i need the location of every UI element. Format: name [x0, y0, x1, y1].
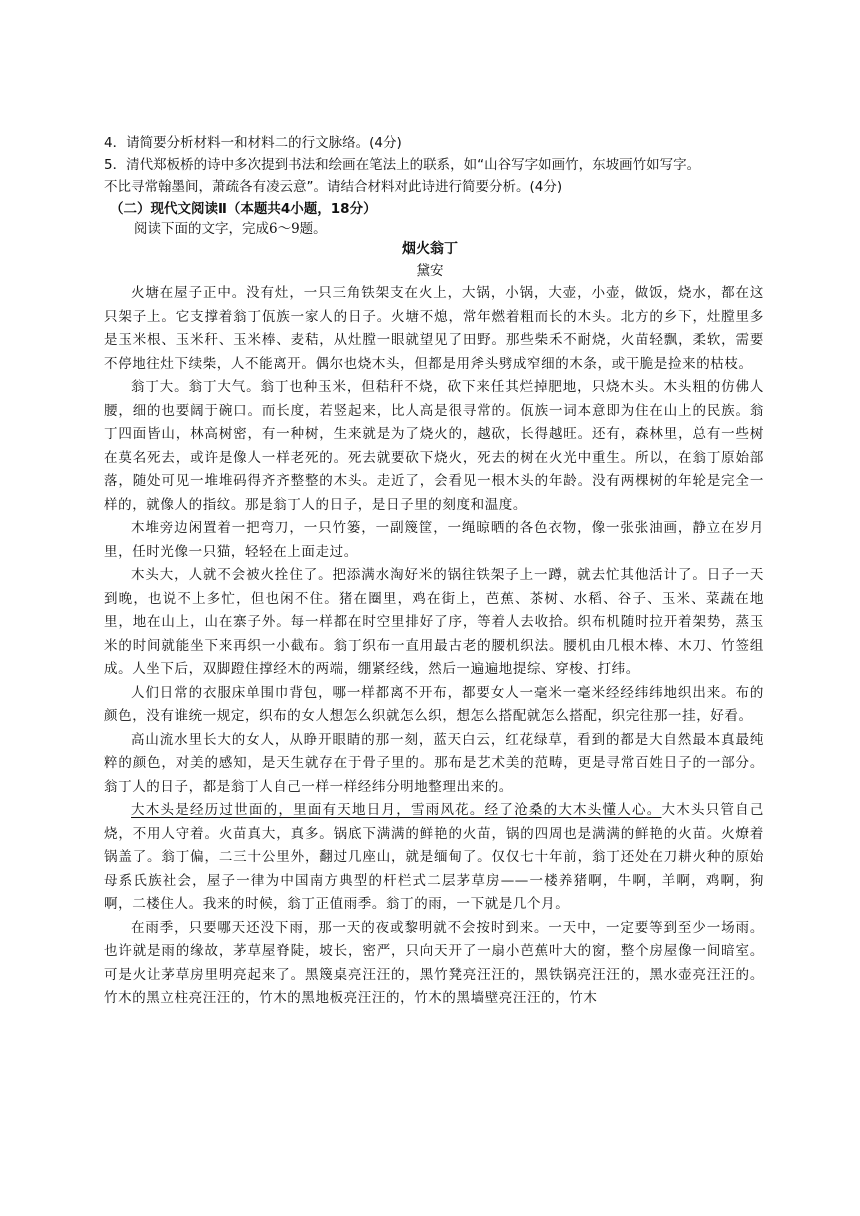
question-4: 4．请简要分析材料一和材料二的行文脉络。(4分)	[104, 135, 402, 151]
paragraph-6: 高山流水里长大的女人，从睁开眼睛的那一刻，蓝天白云，红花绿草，看到的都是大自然最本真最纯粹的颜色，对美的感知，是天生就存在于骨子里的。那布是艺术美的范畴，更是寻常百姓日子的一部分。翁丁人的日子，都是翁丁人自己一样一样经纬分明地整理出来的。	[104, 731, 764, 795]
article-author: 黛安	[416, 263, 444, 279]
underlined-sentence: 大木头是经历过世面的，里面有天地日月，雪雨风花。经了沧桑的大木头懂人心。	[131, 802, 662, 818]
article-title: 烟火翁丁	[402, 241, 458, 257]
paragraph-2: 翁丁大。翁丁大气。翁丁也种玉米，但秸秆不烧，砍下来任其烂掉肥地，只烧木头。木头粗的仿佛人腰，细的也要阔于碗口。而长度，若竖起来，比人高是很寻常的。佤族一词本意即为住在山上的民族。翁丁四面皆山，林高树密，有一种树，生来就是为了烧火的，越砍，长得越旺。还有，森林里，总有一些树在莫名死去，或许是像人一样老死的。死去就要砍下烧火，死去的树在火光中重生。所以，在翁丁原始部落，随处可见一堆堆码得齐齐整整的木头。走近了，会看见一根木头的年龄。没有两棵树的年轮是完全一样的，就像人的指纹。那是翁丁人的日子，是日子里的刻度和温度。	[104, 379, 764, 513]
paragraph-4: 木头大，人就不会被火拴住了。把添满水淘好米的锅往铁架子上一蹲，就去忙其他活计了。日子一天到晚，也说不上多忙，但也闲不住。猪在圈里，鸡在街上，芭蕉、茶树、水稻、谷子、玉米、菜蔬在地里，地在山上，山在寨子外。每一样都在时空里排好了序，等着人去收拾。织布机随时拉开着架势，蒸玉米的时间就能坐下来再织一小截布。翁丁织布一直用最古老的腰机织法。腰机由几根木棒、木刀、竹签组成。人坐下后，双脚蹬住撑经木的两端，绷紧经线，然后一遍遍地提综、穿梭、打纬。	[104, 567, 764, 677]
paragraph-3: 木堆旁边闲置着一把弯刀，一只竹篓，一副篾筐，一绳晾晒的各色衣物，像一张张油画，静立在岁月里，任时光像一只猫，轻轻在上面走过。	[104, 520, 764, 560]
question-5-line-1: 5．清代郑板桥的诗中多次提到书法和绘画在笔法上的联系，如“山谷写字如画竹，东坡画竹如写字。	[104, 157, 701, 173]
article-body	[104, 282, 764, 1011]
paragraph-1: 火塘在屋子正中。没有灶，一只三角铁架支在火上，大锅，小锅，大壶，小壶，做饭，烧水，都在这只架子上。它支撑着翁丁佤族一家人的日子。火塘不熄，常年燃着粗而长的木头。北方的乡下，灶膛里多是玉米根、玉米秆、玉米棒、麦秸，从灶膛一眼就望见了田野。那些柴禾不耐烧，火苗轻飘，柔软，需要不停地往灶下续柴，人不能离开。偶尔也烧木头，但都是用斧头劈成窄细的木条，或干脆是捡来的枯枝。	[104, 285, 764, 372]
paragraph-8: 在雨季，只要哪天还没下雨，那一天的夜或黎明就不会按时到来。一天中，一定要等到至少一场雨。也许就是雨的缘故，茅草屋脊陡，坡长，密严，只向天开了一扇小芭蕉叶大的窗，整个房屋像一间暗室。可是火让茅草房里明亮起来了。黑篾桌亮汪汪的，黑竹凳亮汪汪的，黑铁锅亮汪汪的，黑水壶亮汪汪的。竹木的黑立柱亮汪汪的，竹木的黑地板亮汪汪的，竹木的黑墙壁亮汪汪的，竹木	[104, 919, 764, 1006]
paragraph-5: 人们日常的衣服床单围巾背包，哪一样都离不开布，都要女人一毫米一毫米经经纬纬地织出来。布的颜色，没有谁统一规定，织布的女人想怎么织就怎么织，想怎么搭配就怎么搭配，织完往那一挂，好看。	[104, 684, 764, 724]
paragraph-7-rest: 大木头只管自己烧，不用人守着。火苗真大，真多。锅底下满满的鲜艳的火苗，锅的四周也是满满的鲜艳的火苗。火燎着锅盖了。翁丁偏，二三十公里外，翻过几座山，就是缅甸了。仅仅七十年前，翁丁还处在刀耕火种的原始母系氏族社会，屋子一律为中国南方典型的杆栏式二层茅草房——一楼养猪啊，牛啊，羊啊，鸡啊，狗啊，二楼住人。我来的时候，翁丁正值雨季。翁丁的雨，一下就是几个月。	[104, 802, 764, 912]
question-5-line-2: 不比寻常翰墨间，萧疏各有凌云意”。请结合材料对此诗进行简要分析。(4分)	[104, 179, 563, 195]
paragraph-7	[104, 799, 764, 917]
section-instruction: 阅读下面的文字，完成6～9题。	[134, 221, 327, 237]
section-heading: （二）现代文阅读Ⅱ（本题共4小题，18分）	[110, 201, 377, 217]
